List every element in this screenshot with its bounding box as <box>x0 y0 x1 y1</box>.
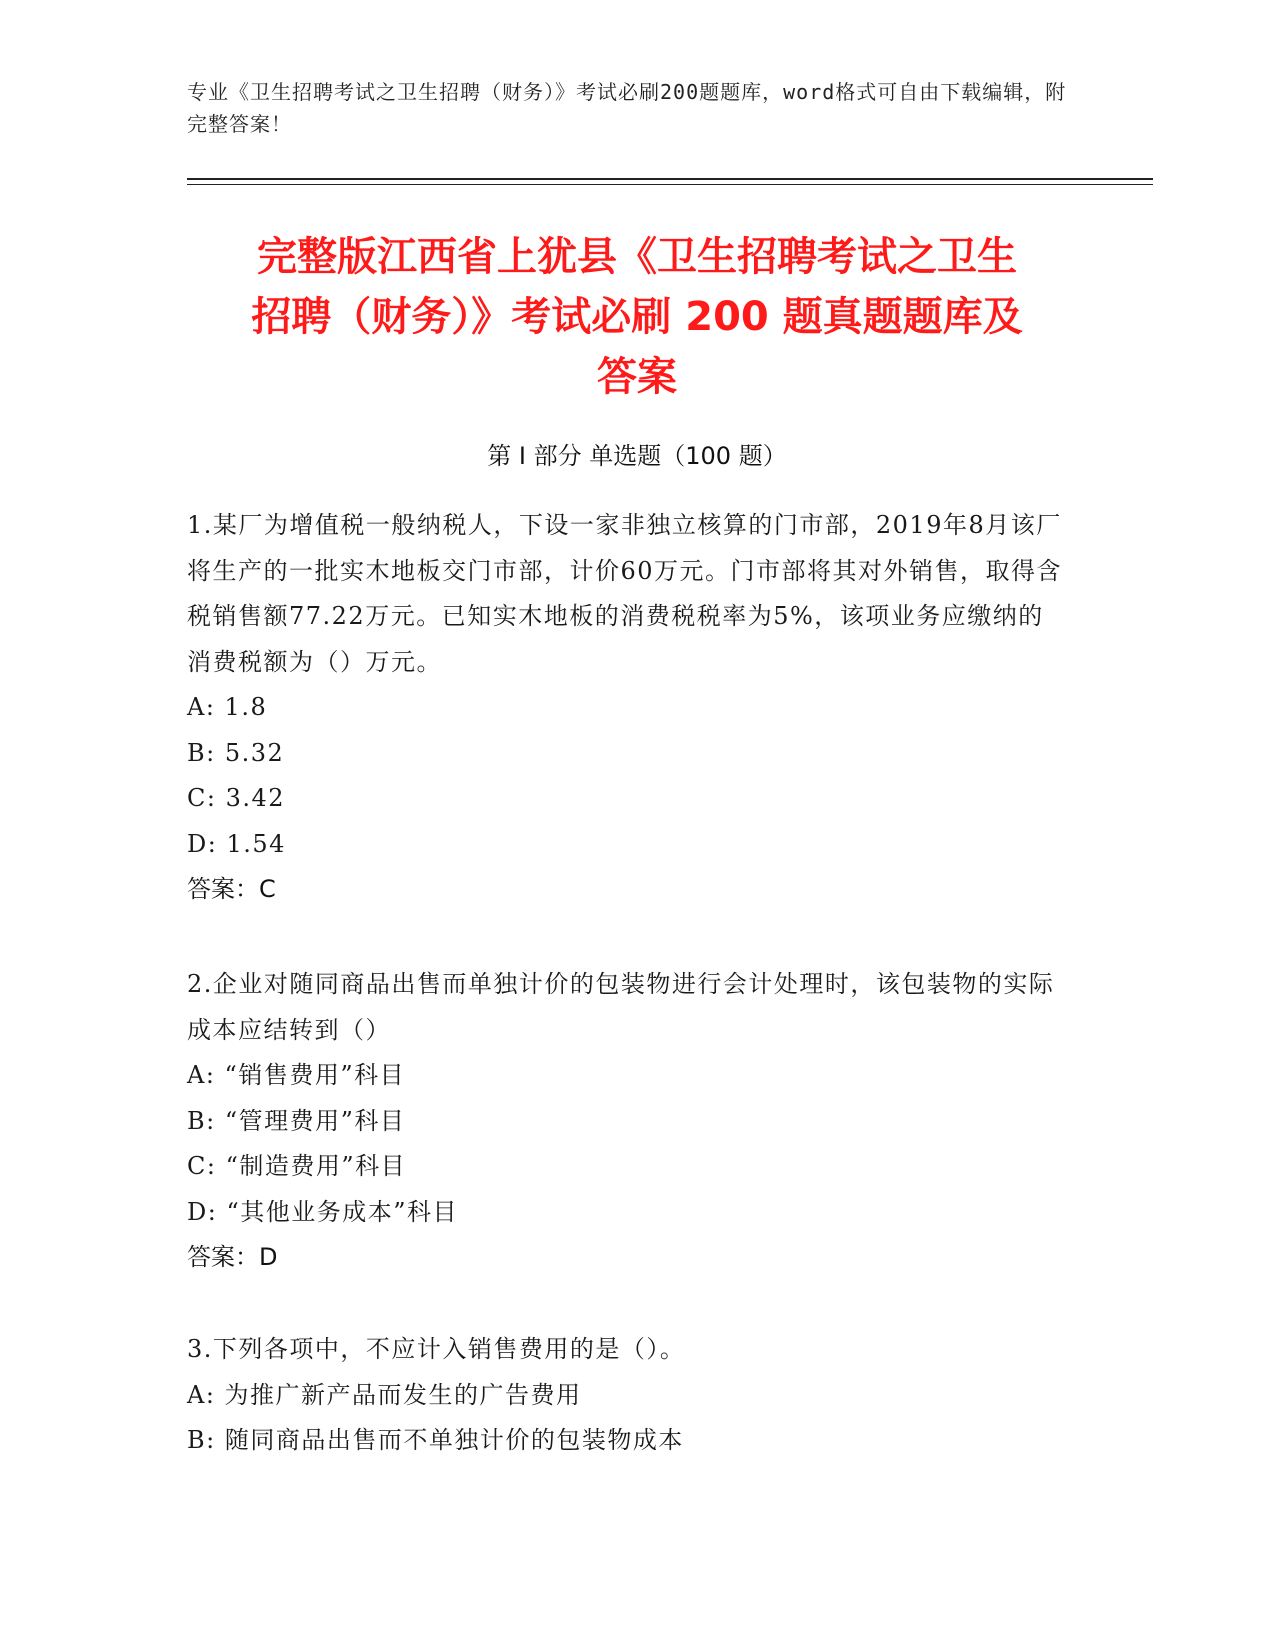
option-b: B: 随同商品出售而不单独计价的包装物成本 <box>187 1426 684 1454</box>
question-stem: 3.下列各项中，不应计入销售费用的是（）。 <box>187 1335 686 1363</box>
option-b: B: 5.32 <box>187 738 285 767</box>
question-1 <box>187 503 1067 913</box>
option-d: D: “其他业务成本”科目 <box>187 1197 458 1226</box>
option-a: A: “销售费用”科目 <box>187 1061 406 1089</box>
option-a: A: 1.8 <box>187 693 268 721</box>
document-header-note: 专业《卫生招聘考试之卫生招聘（财务）》考试必刷200题题库，word格式可自由下载编辑，附完整答案！ <box>187 80 1067 136</box>
option-d: D: 1.54 <box>187 829 286 858</box>
question-stem: 2.企业对随同商品出售而单独计价的包装物进行会计处理时，该包装物的实际成本应结转到（） <box>187 970 1055 1044</box>
answer: 答案：C <box>187 875 276 903</box>
header-divider-thick <box>187 178 1153 180</box>
option-b: B: “管理费用”科目 <box>187 1106 406 1135</box>
document-title-line-2: 招聘（财务）》考试必刷 200 题真题题库及 <box>251 294 1023 340</box>
document-title-line-1: 完整版江西省上犹县《卫生招聘考试之卫生 <box>257 234 1017 280</box>
answer: 答案：D <box>187 1243 278 1271</box>
question-stem: 1.某厂为增值税一般纳税人，下设一家非独立核算的门市部，2019年8月该厂将生产的一批实木地板交门市部，计价60万元。门市部将其对外销售，取得含税销售额77.22万元。已知实木地板的消费税税率为5%，该项业务应缴纳的消费税额为（）万元。 <box>187 511 1063 676</box>
option-a: A: 为推广新产品而发生的广告费用 <box>187 1380 582 1409</box>
section-heading: 第 I 部分 单选题（100 题） <box>487 442 787 470</box>
document-title <box>187 227 1087 407</box>
question-2 <box>187 962 1067 1281</box>
header-divider-thin <box>187 184 1153 185</box>
option-c: C: “制造费用”科目 <box>187 1152 407 1180</box>
option-c: C: 3.42 <box>187 784 286 812</box>
document-title-line-3: 答案 <box>597 354 677 400</box>
question-3 <box>187 1327 1067 1464</box>
